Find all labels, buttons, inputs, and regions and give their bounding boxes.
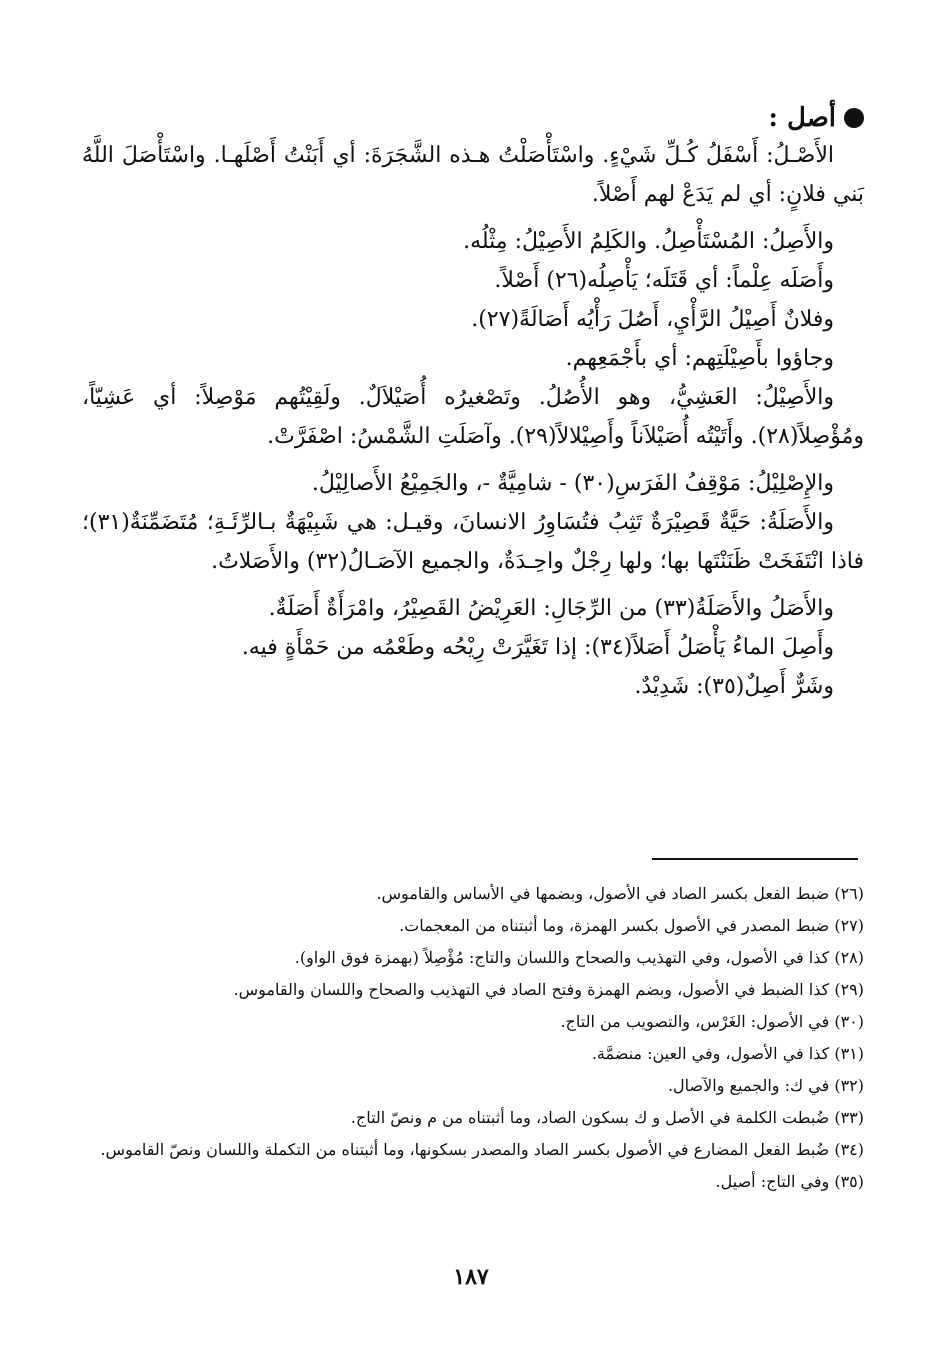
footnote: (٣١) كذا في الأصول، وفي العين: منضمَّة. — [591, 1044, 864, 1063]
paragraph: والأَصَلَةُ: حَيَّةٌ قَصِيْرَةٌ تَثِبُ فتُسَاوِرُ الانسانَ، وقيـل: هي شَبِيْهَةٌ بـالرِّئَـةِ؛ مُتَضَمِّنَةٌ(٣١)؛ فاذا انْتَفَخَتْ ظَنَنْتَها بها؛ ولها رِجْلٌ واحِـدَةٌ، والجميع الآصَـالُ(٣٢) والأَصَلاتُ. — [82, 510, 864, 574]
main-text — [82, 100, 864, 706]
footnote: (٢٧) ضبط المصدر في الأصول بكسر الهمزة، وما أثبتناه من المعجمات. — [399, 916, 864, 935]
footnote: (٢٨) كذا في الأصول، وفي التهذيب والصحاح واللسان والتاج: مُؤْصِلاً (بهمزة فوق الواو). — [294, 948, 864, 967]
entry-heading — [82, 100, 864, 136]
footnote: (٣٤) ضُبط الفعل المضارع في الأصول بكسر الصاد والمصدر بسكونها، وما أثبتناه من التكملة واللسان ونصّ القاموس. — [100, 1140, 864, 1159]
footnote: (٣٢) في ك: والجميع والآصال. — [667, 1076, 864, 1095]
paragraph: وفلانٌ أَصِيْلُ الرَّأْيِ، أَصُلَ رَأْيُه أَصَالَةً(٢٧). — [471, 307, 834, 332]
entry-title: أصل : — [768, 103, 836, 133]
paragraph: الأَصْـلُ: أَسْفَلُ كُـلِّ شَيْءٍ. واسْتَأْصَلْتُ هـذه الشَّجَرَةَ: أي أَبَنْتُ أَصْلَهـا. واسْتَأْصَلَ اللَّهُ بَني فلانٍ: أي لم يَدَعْ لهم أَصْلاً. — [82, 143, 864, 207]
footnotes — [82, 880, 864, 1200]
paragraph: والأَصَلُ والأَصَلَةُ(٣٣) من الرِّجَالِ: العَرِيْضُ القَصِيْرُ، وامْرَأَةٌ أَصَلَةٌ. — [268, 596, 834, 621]
paragraph: والإِصْلِيْلُ: مَوْقِفُ الفَرَسِ(٣٠) - شامِيَّةٌ -، والجَمِيْعُ الأَصالِيْلُ. — [311, 471, 834, 496]
paragraph: والأَصِيْلُ: العَشِيُّ، وهو الأُصُلُ. وتَصْغيرُه أُصَيْلاَلٌ. ولَقِيْتُهم مَوْصِلاً: أي عَشِيّاً، ومُؤْصِلاً(٢٨). وأَتَيْتُه أُصَيْلاَناً وأَصِيْلالاً(٢٩). وآصَلَتِ الشَّمْسُ: اصْفَرَّتْ. — [82, 385, 864, 449]
paragraph: وجاؤوا بأَصِيْلَتِهم: أي بأَجْمَعِهم. — [565, 346, 834, 371]
paragraph: وأَصِلَ الماءُ يَأْصَلُ أَصَلاً(٣٤): إذا تَغَيَّرَتْ رِيْحُه وطَعْمُه من حَمْأَةٍ فيه. — [241, 635, 834, 660]
footnote-divider — [652, 858, 858, 860]
paragraph: والأَصِلُ: المُسْتَأْصِلُ. والكَلِمُ الأَصِيْلُ: مِثْلُه. — [463, 229, 834, 254]
footnote: (٣٣) ضُبطت الكلمة في الأصل و ك بسكون الصاد، وما أثبتناه من م ونصّ التاج. — [350, 1108, 864, 1127]
bullet-icon — [844, 108, 864, 128]
footnote: (٢٦) ضبط الفعل بكسر الصاد في الأصول، وبضمها في الأساس والقاموس. — [376, 884, 864, 903]
footnote: (٢٩) كذا الضبط في الأصول، وبضم الهمزة وفتح الصاد في التهذيب والصحاح واللسان والقاموس. — [233, 980, 864, 999]
footnote: (٣٥) وفي التاج: أصيل. — [715, 1172, 864, 1191]
paragraph: وأَصَلَه عِلْماً: أي قَتَلَه؛ يَأْصِلُه(٢٦) أَصْلاً. — [494, 268, 834, 293]
page-number: ١٨٧ — [453, 1264, 489, 1290]
paragraph: وشَرٌّ أَصِلٌ(٣٥): شَدِيْدٌ. — [634, 674, 834, 699]
footnote: (٣٠) في الأصول: الغَرْس، والتصويب من التاج. — [560, 1012, 864, 1031]
